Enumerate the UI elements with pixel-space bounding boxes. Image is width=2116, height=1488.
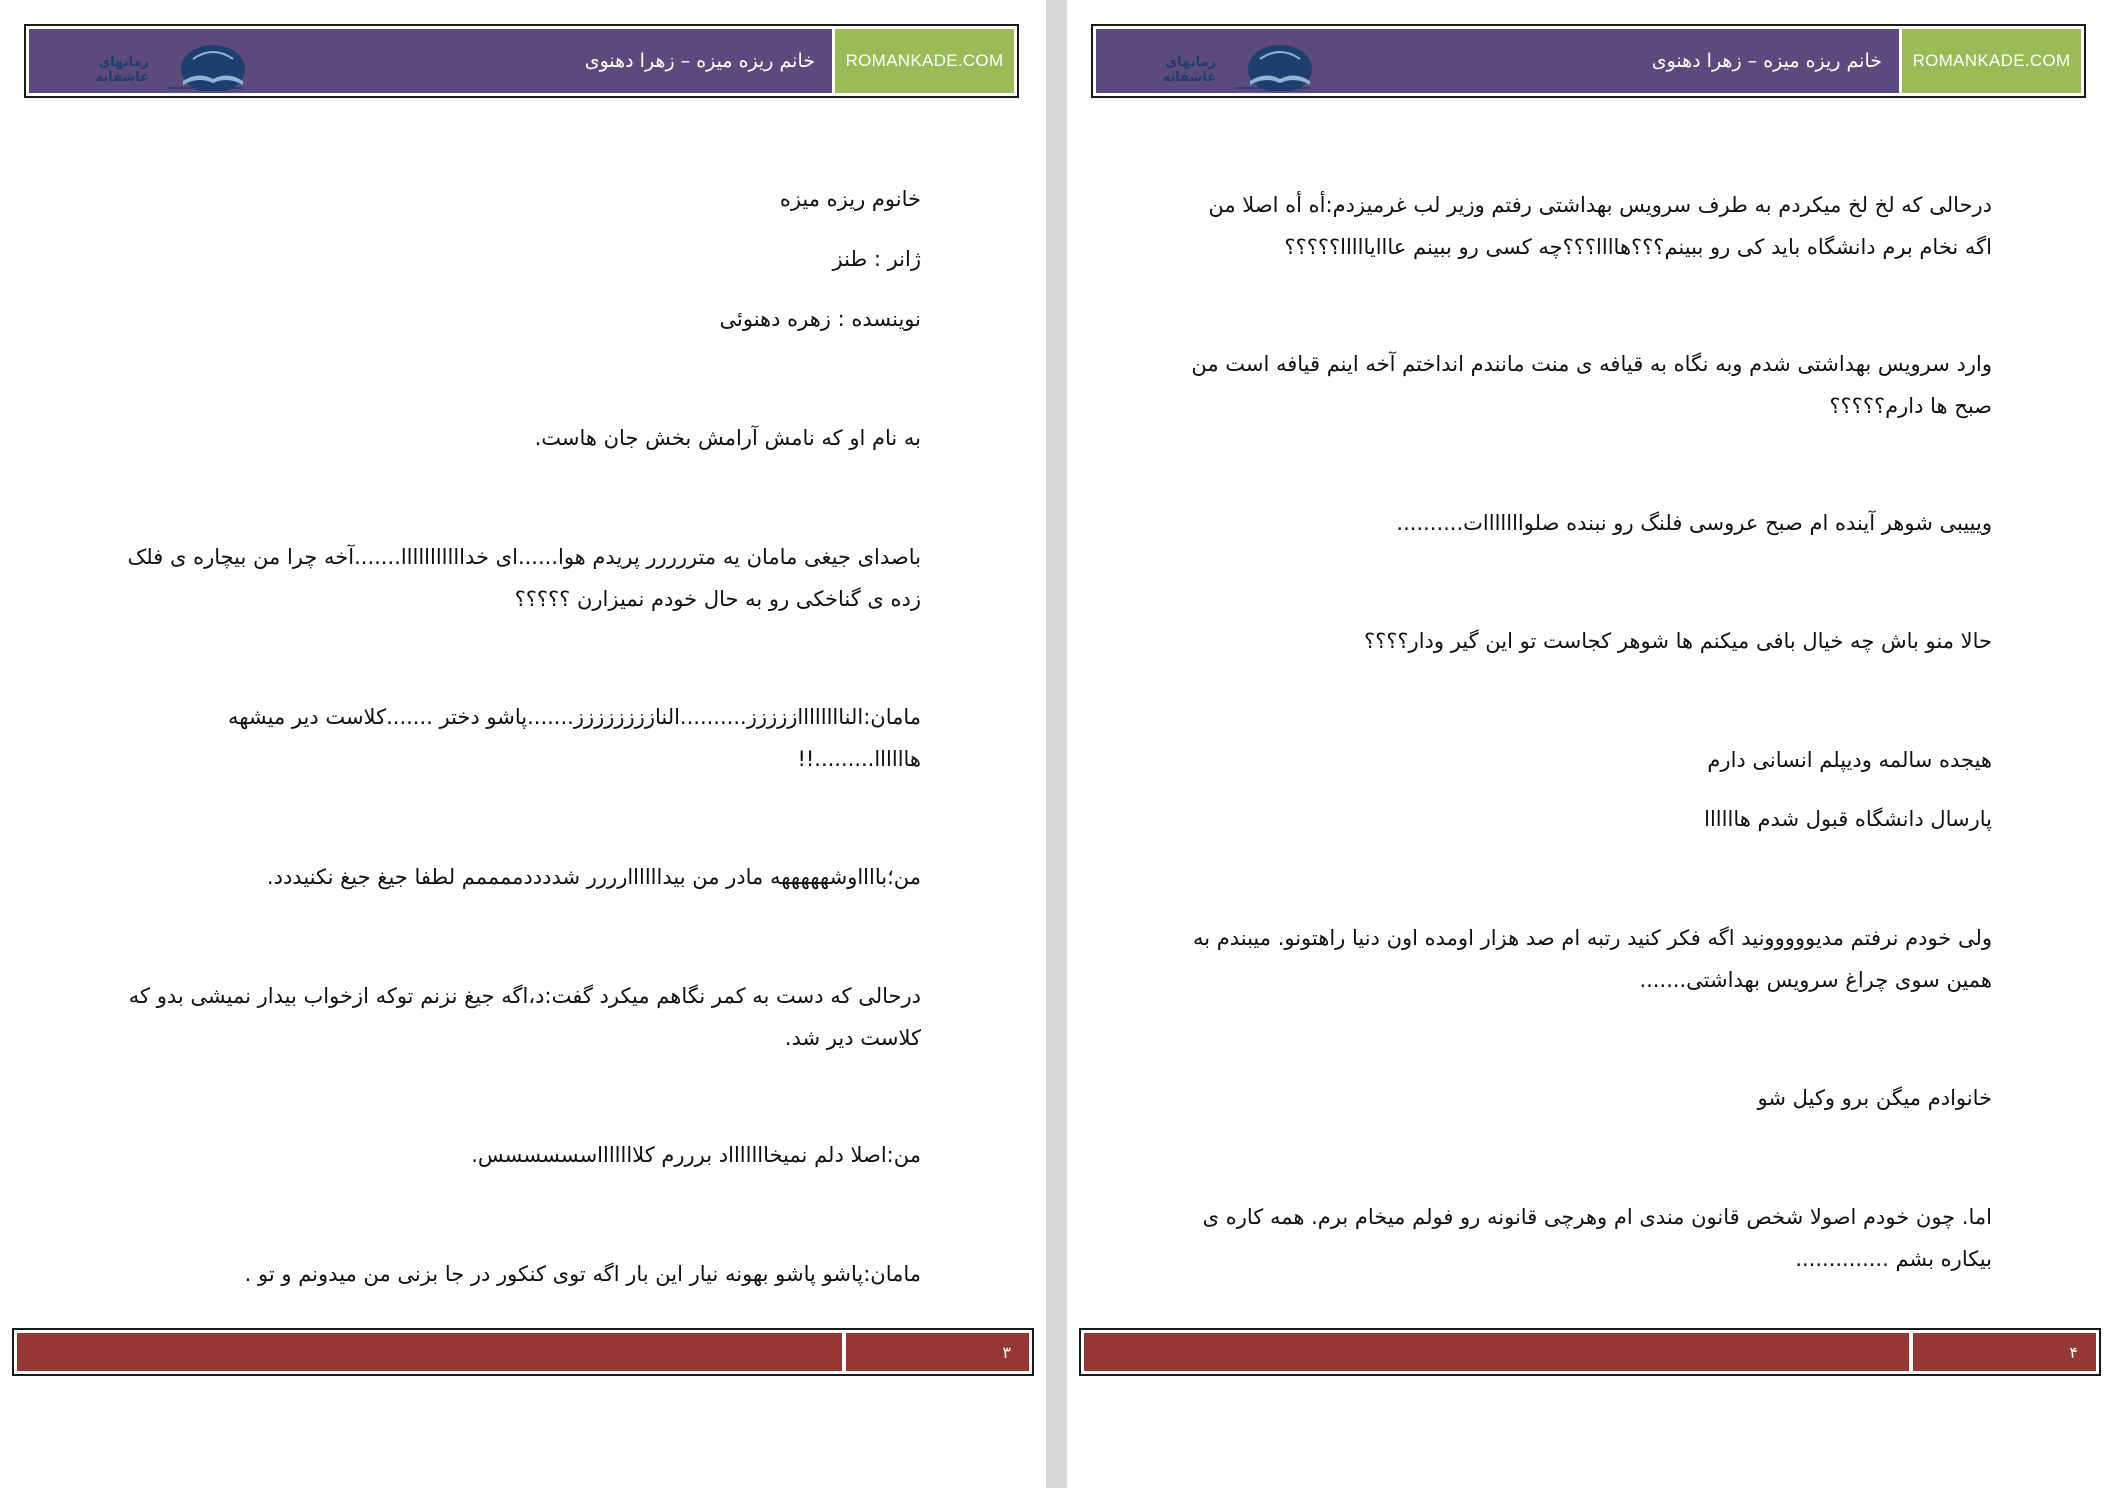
page-header xyxy=(1091,24,2086,98)
paragraph: من؛بااااوشهههههه مادر من بیداااااارررر شددددممممم لطفا جیغ جیغ نکنیددد. xyxy=(266,865,921,889)
paragraph: مامان:النااااااااززززز..........النازززززززز.......پاشو دختر .......کلاست دیر میشهه هاااااا.........!! xyxy=(227,705,921,771)
page-number: ۳ xyxy=(1002,1342,1011,1362)
footer-band xyxy=(17,1333,842,1371)
logo-text: رمانهای عاشقانه xyxy=(1162,55,1216,85)
page-number-box xyxy=(1913,1333,2096,1371)
paragraph: نوینسده : زهره دهنوئی xyxy=(719,307,921,331)
paragraph: ژانر : طنز xyxy=(832,247,921,271)
site-link[interactable]: ROMANKADE.COM xyxy=(835,29,1014,93)
page-footer xyxy=(12,1328,1034,1376)
paragraph: حالا منو باش چه خیال بافی میکنم ها شوهر کجاست تو این گیر ودار؟؟؟؟ xyxy=(1363,629,1992,653)
document-page-4 xyxy=(1067,0,2116,1488)
site-link[interactable]: ROMANKADE.COM xyxy=(1902,29,2081,93)
page-number: ۴ xyxy=(2069,1342,2078,1362)
paragraph: ویییبی شوهر آینده ام صبح عروسی فلنگ رو نبنده صلوااااااات.......... xyxy=(1396,511,1992,535)
paragraph: پارسال دانشگاه قبول شدم هاااااا xyxy=(1704,807,1992,831)
header-title-band xyxy=(29,29,832,93)
document-page-3 xyxy=(0,0,1046,1488)
book-title: خانم ریزه میزه – زهرا دهنوی xyxy=(1651,50,1882,72)
paragraph: وارد سرویس بهداشتی شدم وبه نگاه به قیافه ی منت مانندم انداختم آخه اینم قیافه است من صبح ها دارم؟؟؟؟؟ xyxy=(1191,352,1992,418)
paragraph: ولی خودم نرفتم مدیووووونید اگه فکر کنید رتبه ام صد هزار اومده اون دنیا راهتونو. میبندم به همین سوی چراغ سرویس بهداشتی....... xyxy=(1192,926,1992,992)
header-title-band xyxy=(1096,29,1899,93)
paragraph: من:اصلا دلم نمیخاااااااد برررم کلاااااااسسسسسس. xyxy=(471,1143,921,1167)
page-footer xyxy=(1079,1328,2101,1376)
book-title: خانم ریزه میزه – زهرا دهنوی xyxy=(584,50,815,72)
page-number-box xyxy=(846,1333,1029,1371)
paragraph: هیجده سالمه ودیپلم انسانی دارم xyxy=(1707,748,1992,772)
page-header xyxy=(24,24,1019,98)
paragraph: باصدای جیغی مامان یه متررررر پریدم هوا......ای خدااااااااااا.......آخه چرا من بیچاره ی فلک زده ی گناخکی رو به حال خودم نمیزارن ؟؟؟؟؟ xyxy=(127,545,921,611)
paragraph: خانوادم میگن برو وکیل شو xyxy=(1757,1086,1992,1110)
site-logo xyxy=(1122,35,1312,91)
paragraph: مامان:پاشو پاشو بهونه نیار این بار اگه توی کنکور در جا بزنی من میدونم و تو . xyxy=(244,1262,921,1286)
paragraph: خانوم ریزه میزه xyxy=(779,187,921,211)
logo-text: رمانهای عاشقانه xyxy=(95,55,149,85)
footer-band xyxy=(1084,1333,1909,1371)
paragraph: به نام او که نامش آرامش بخش جان هاست. xyxy=(534,426,921,450)
paragraph: اما. چون خودم اصولا شخص قانون مندی ام وهرچی قانونه رو فولم میخام برم. همه کاره ی بیکاره بشم .............. xyxy=(1202,1205,1992,1271)
site-logo xyxy=(55,35,245,91)
paragraph: درحالی که دست به کمر نگاهم میکرد گفت:د،اگه جیغ نزنم توکه ازخواب بیدار نمیشی بدو که کلاست دیر شد. xyxy=(128,984,921,1050)
paragraph: درحالی که لخ لخ میکردم به طرف سرویس بهداشتی رفتم وزیر لب غرمیزدم:أه أه اصلا من اگه نخام برم دانشگاه باید کی رو ببینم؟؟؟هاااا؟؟؟چه کسی رو ببینم عااایااااا؟؟؟؟؟ xyxy=(1208,193,1992,259)
